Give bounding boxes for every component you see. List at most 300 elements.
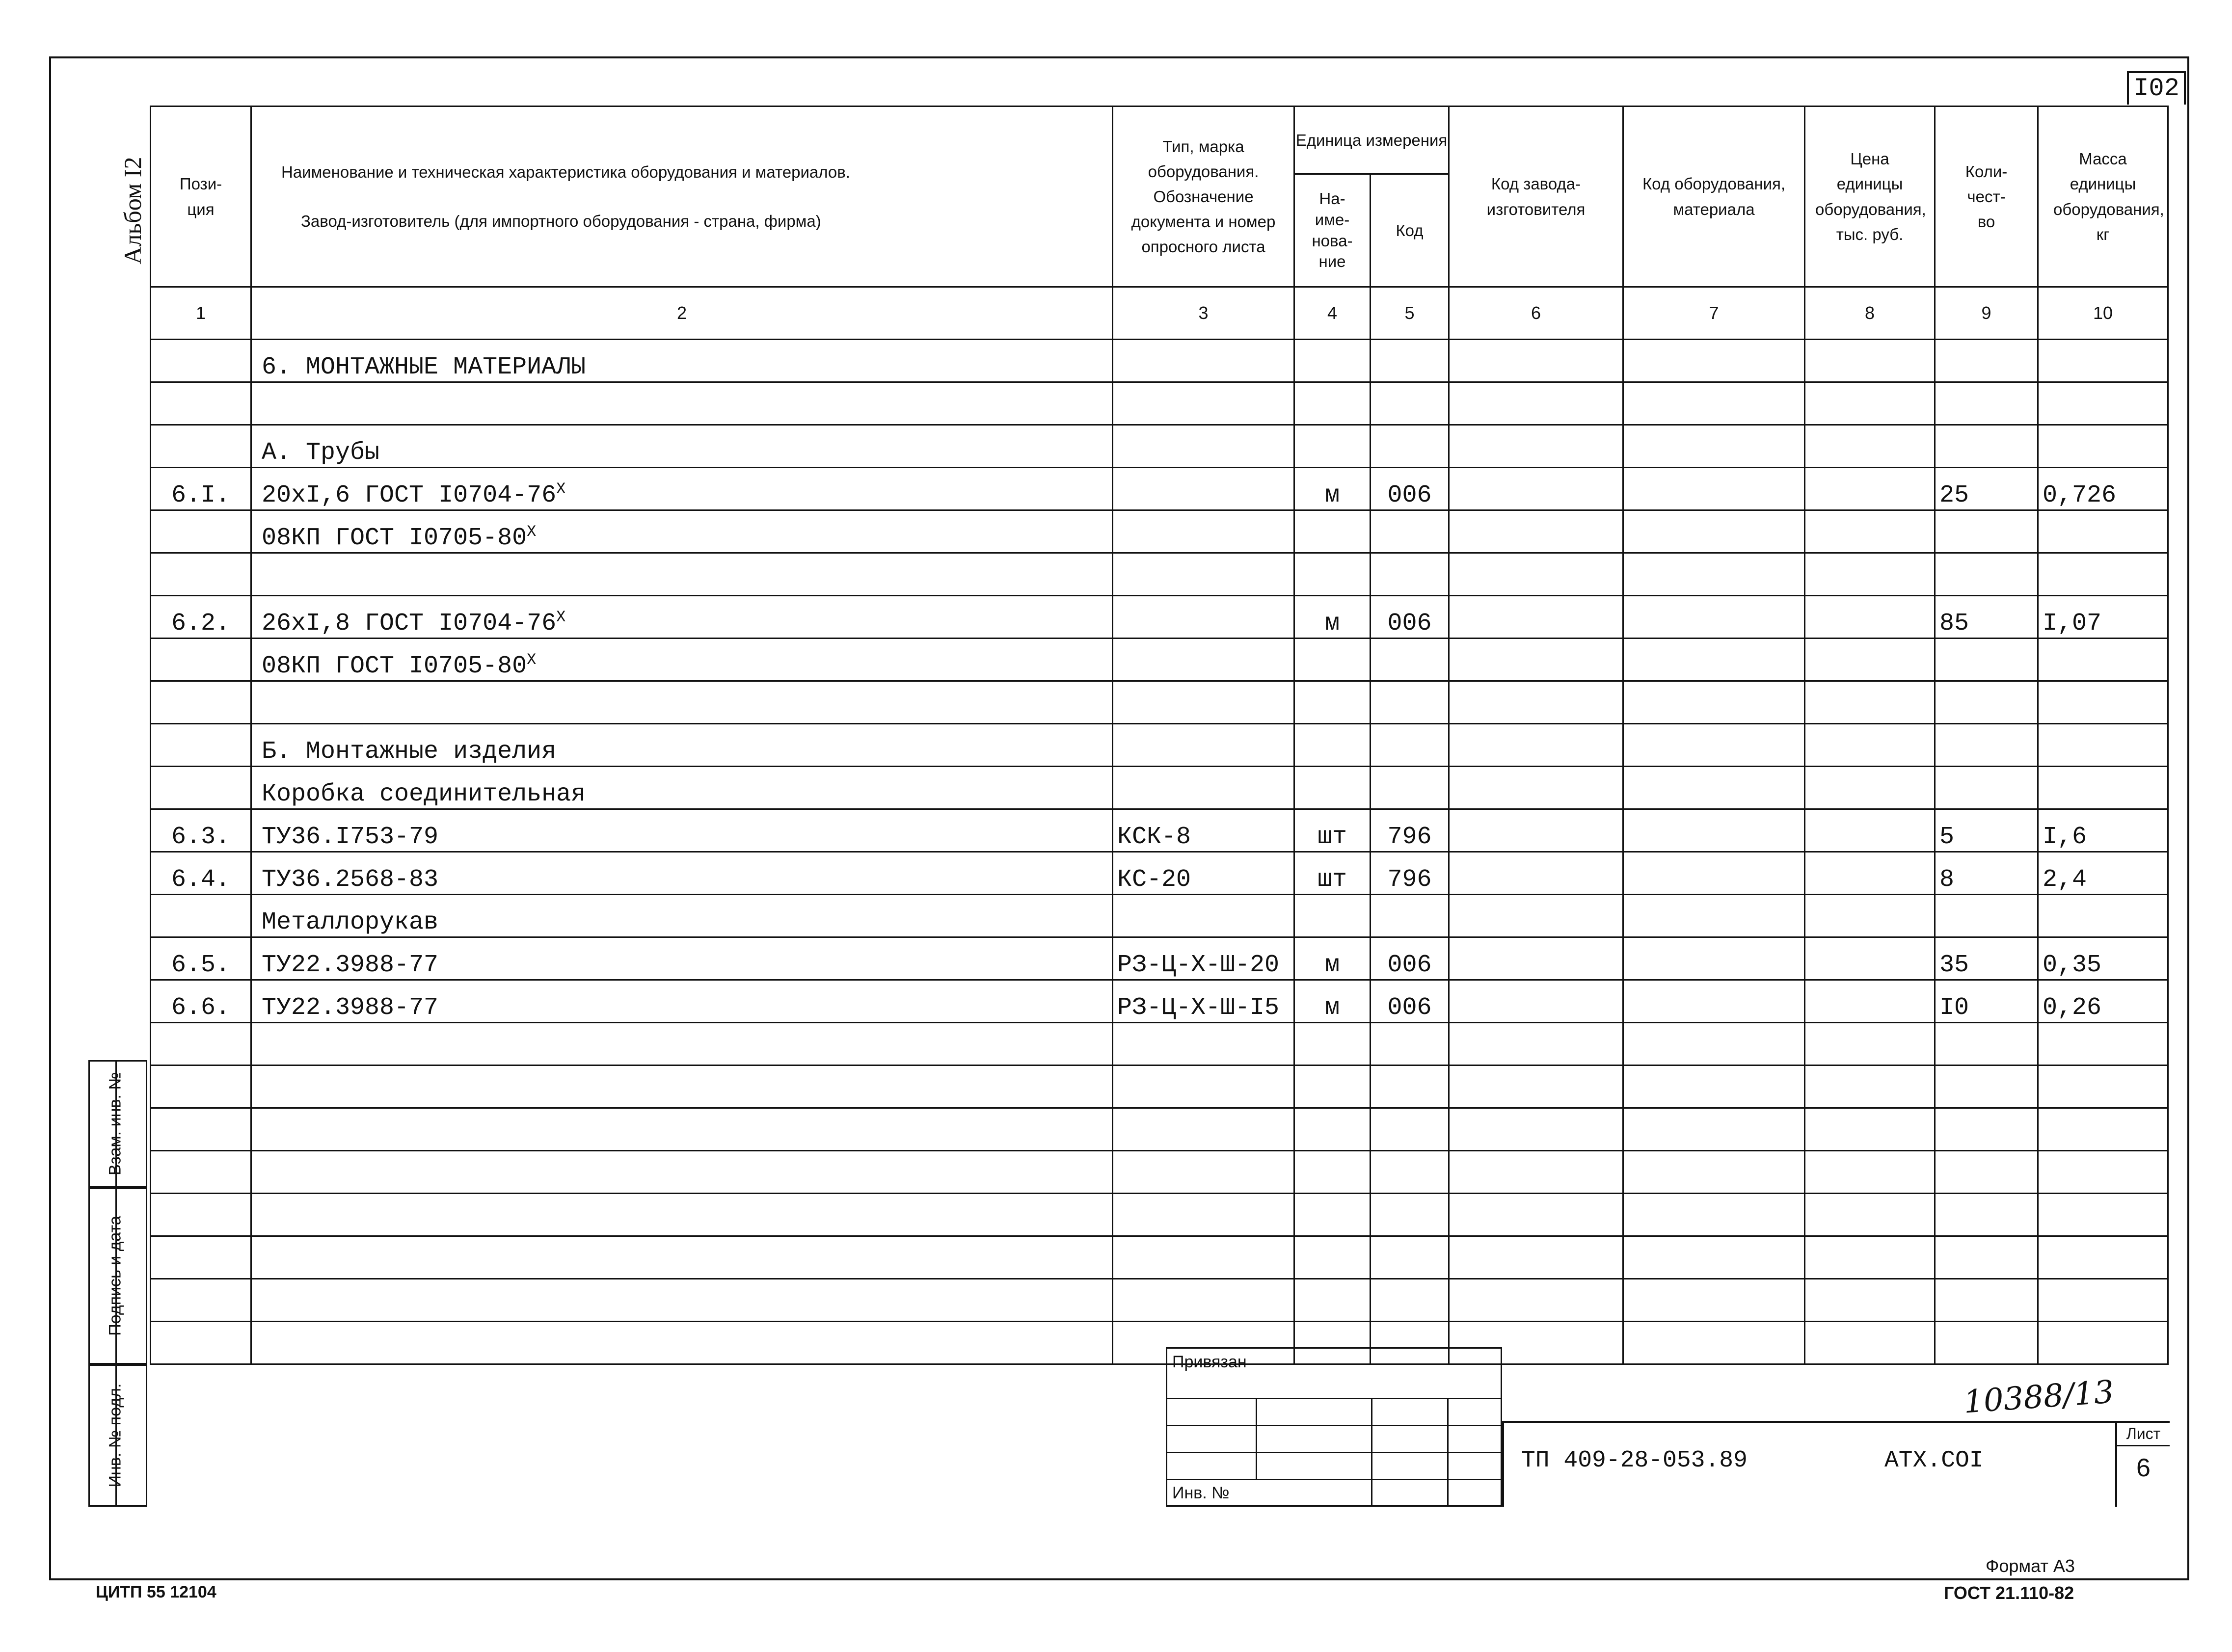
row-name (251, 767, 1113, 809)
row-name-text: 08КП ГОСТ I0705-80 (262, 524, 527, 552)
row-price (1805, 767, 1935, 809)
row-position: 6.6. (151, 980, 251, 1023)
row-name-text: Металлорукав (262, 908, 439, 936)
row-name (251, 895, 1113, 937)
row-position (151, 1066, 251, 1108)
row-unit-name (1294, 895, 1371, 937)
row-name (251, 1151, 1113, 1194)
row-factory-code (1449, 767, 1623, 809)
row-unit-code (1371, 1236, 1449, 1279)
row-equipment-code (1623, 767, 1805, 809)
row-unit-code (1371, 767, 1449, 809)
row-factory-code (1449, 639, 1623, 681)
row-name (251, 1066, 1113, 1108)
row-unit-code (1371, 1066, 1449, 1108)
row-name (251, 1279, 1113, 1322)
row-name-text: 20xI,6 ГОСТ I0704-76 (262, 481, 557, 509)
row-quantity (1935, 553, 2038, 596)
table-row (151, 382, 2168, 425)
row-price (1805, 1108, 1935, 1151)
row-unit-code: 796 (1371, 809, 1449, 852)
table-row (151, 1066, 2168, 1108)
row-position: 6.5. (151, 937, 251, 980)
row-factory-code (1449, 510, 1623, 553)
row-mass (2038, 1322, 2168, 1364)
row-factory-code (1449, 980, 1623, 1023)
row-mass (2038, 1279, 2168, 1322)
col-number: 10 (2038, 287, 2168, 340)
table-row (151, 1194, 2168, 1236)
row-quantity (1935, 724, 2038, 767)
row-name (251, 1194, 1113, 1236)
row-quantity (1935, 510, 2038, 553)
attachment-stamp (1166, 1347, 1502, 1507)
table-row (151, 553, 2168, 596)
row-quantity (1935, 1023, 2038, 1066)
table-row (151, 1236, 2168, 1279)
row-price (1805, 1236, 1935, 1279)
row-equipment-code (1623, 510, 1805, 553)
row-quantity: 25 (1935, 468, 2038, 510)
row-mass (2038, 1151, 2168, 1194)
table-body (151, 340, 2168, 1364)
row-position (151, 1194, 251, 1236)
table-row (151, 1023, 2168, 1066)
row-quantity (1935, 895, 2038, 937)
table-row (151, 596, 2168, 639)
col-number: 7 (1623, 287, 1805, 340)
row-unit-code (1371, 895, 1449, 937)
row-position (151, 767, 251, 809)
row-equipment-code (1623, 1194, 1805, 1236)
row-type-mark (1113, 340, 1294, 382)
row-price (1805, 937, 1935, 980)
row-mass: 0,726 (2038, 468, 2168, 510)
row-unit-name (1294, 724, 1371, 767)
row-position: 6.2. (151, 596, 251, 639)
row-name-text: ТУ22.3988-77 (262, 951, 439, 979)
title-block (1502, 1421, 2170, 1507)
col-number: 2 (251, 287, 1113, 340)
row-price (1805, 553, 1935, 596)
row-mass (2038, 382, 2168, 425)
table-row (151, 639, 2168, 681)
row-price (1805, 596, 1935, 639)
row-mass: 0,26 (2038, 980, 2168, 1023)
row-price (1805, 1023, 1935, 1066)
row-unit-code: 006 (1371, 596, 1449, 639)
row-factory-code (1449, 1194, 1623, 1236)
row-factory-code (1449, 937, 1623, 980)
col-number: 9 (1935, 287, 2038, 340)
row-unit-code (1371, 425, 1449, 468)
col-number: 1 (151, 287, 251, 340)
row-equipment-code (1623, 596, 1805, 639)
row-type-mark (1113, 1151, 1294, 1194)
side-label-inv-replace: Взам. инв. № (106, 1072, 125, 1175)
row-unit-name (1294, 1236, 1371, 1279)
row-unit-name (1294, 382, 1371, 425)
row-name (251, 937, 1113, 980)
row-position (151, 510, 251, 553)
header-name-line2: Завод-изготовитель (для импортного оборудования - страна, фирма) (301, 212, 821, 230)
row-mass (2038, 1023, 2168, 1066)
row-factory-code (1449, 681, 1623, 724)
row-mass: 0,35 (2038, 937, 2168, 980)
side-label-sign-date: Подпись и дата (106, 1216, 125, 1336)
row-factory-code (1449, 425, 1623, 468)
row-type-mark (1113, 724, 1294, 767)
row-price (1805, 852, 1935, 895)
row-name-text: ТУ22.3988-77 (262, 994, 439, 1022)
header-unit: Единица измерения (1294, 107, 1449, 174)
row-unit-name (1294, 639, 1371, 681)
row-equipment-code (1623, 1066, 1805, 1108)
table-row (151, 1279, 2168, 1322)
row-mass: I,6 (2038, 809, 2168, 852)
row-factory-code (1449, 809, 1623, 852)
row-type-mark (1113, 639, 1294, 681)
col-number: 4 (1294, 287, 1371, 340)
row-name (251, 382, 1113, 425)
row-name-superscript: X (527, 523, 537, 541)
row-name (251, 639, 1113, 681)
table-row (151, 767, 2168, 809)
row-price (1805, 1151, 1935, 1194)
row-price (1805, 425, 1935, 468)
row-type-mark (1113, 425, 1294, 468)
row-factory-code (1449, 1066, 1623, 1108)
row-equipment-code (1623, 1023, 1805, 1066)
header-unit-code: Код (1371, 174, 1449, 287)
row-position (151, 425, 251, 468)
row-factory-code (1449, 724, 1623, 767)
row-unit-name (1294, 553, 1371, 596)
col-number: 3 (1113, 287, 1294, 340)
row-equipment-code (1623, 340, 1805, 382)
row-unit-name (1294, 1279, 1371, 1322)
row-name (251, 1023, 1113, 1066)
row-name-text: 08КП ГОСТ I0705-80 (262, 652, 527, 680)
row-unit-code (1371, 553, 1449, 596)
row-unit-name (1294, 681, 1371, 724)
row-quantity (1935, 1151, 2038, 1194)
row-price (1805, 1279, 1935, 1322)
row-factory-code (1449, 1151, 1623, 1194)
row-price (1805, 1322, 1935, 1364)
row-name-text: 26xI,8 ГОСТ I0704-76 (262, 610, 557, 638)
row-quantity (1935, 1236, 2038, 1279)
row-quantity (1935, 340, 2038, 382)
row-unit-code (1371, 1151, 1449, 1194)
row-unit-code (1371, 1108, 1449, 1151)
header-price: Цена единицы оборудования, тыс. руб. (1805, 107, 1935, 287)
row-quantity: 5 (1935, 809, 2038, 852)
row-mass (2038, 1066, 2168, 1108)
row-type-mark (1113, 468, 1294, 510)
row-name (251, 809, 1113, 852)
row-equipment-code (1623, 937, 1805, 980)
row-price (1805, 895, 1935, 937)
row-price (1805, 681, 1935, 724)
row-price (1805, 382, 1935, 425)
row-equipment-code (1623, 1279, 1805, 1322)
row-position (151, 382, 251, 425)
row-quantity: I0 (1935, 980, 2038, 1023)
row-mass (2038, 724, 2168, 767)
row-name (251, 681, 1113, 724)
row-equipment-code (1623, 382, 1805, 425)
table-row (151, 937, 2168, 980)
row-equipment-code (1623, 468, 1805, 510)
row-quantity (1935, 1194, 2038, 1236)
row-unit-code (1371, 1023, 1449, 1066)
header-mass: Масса единицы оборудования, кг (2038, 107, 2168, 287)
row-quantity (1935, 639, 2038, 681)
row-position (151, 1108, 251, 1151)
table-row (151, 852, 2168, 895)
doc-code: ТП 409-28-053.89 (1521, 1447, 1748, 1474)
header-name (251, 107, 1113, 287)
row-type-mark: КС-20 (1113, 852, 1294, 895)
table-row (151, 980, 2168, 1023)
row-quantity (1935, 1322, 2038, 1364)
row-quantity: 85 (1935, 596, 2038, 639)
row-type-mark (1113, 1279, 1294, 1322)
row-position (151, 724, 251, 767)
row-unit-name: м (1294, 596, 1371, 639)
table-row (151, 895, 2168, 937)
row-factory-code (1449, 553, 1623, 596)
row-position (151, 340, 251, 382)
row-price (1805, 809, 1935, 852)
row-name (251, 724, 1113, 767)
row-type-mark (1113, 1066, 1294, 1108)
row-type-mark: РЗ-Ц-Х-Ш-I5 (1113, 980, 1294, 1023)
row-type-mark (1113, 681, 1294, 724)
table-row (151, 1151, 2168, 1194)
row-name-superscript: X (556, 480, 566, 498)
row-price (1805, 1194, 1935, 1236)
album-label: Альбом I2 (119, 157, 146, 265)
row-unit-name: м (1294, 980, 1371, 1023)
row-name-superscript: X (556, 608, 566, 626)
sheet-box (2115, 1423, 2170, 1507)
row-mass (2038, 1108, 2168, 1151)
table-row (151, 468, 2168, 510)
row-mass (2038, 510, 2168, 553)
row-factory-code (1449, 1023, 1623, 1066)
row-unit-name (1294, 1023, 1371, 1066)
row-price (1805, 980, 1935, 1023)
row-name (251, 852, 1113, 895)
sheet-label: Лист (2126, 1425, 2161, 1442)
row-unit-name: м (1294, 468, 1371, 510)
row-position: 6.4. (151, 852, 251, 895)
row-mass (2038, 895, 2168, 937)
row-price (1805, 468, 1935, 510)
row-mass (2038, 1194, 2168, 1236)
row-unit-code (1371, 382, 1449, 425)
row-name (251, 596, 1113, 639)
row-equipment-code (1623, 809, 1805, 852)
row-unit-name: м (1294, 937, 1371, 980)
row-name-text: А. Трубы (262, 439, 380, 467)
row-name-text: Б. Монтажные изделия (262, 738, 557, 766)
row-equipment-code (1623, 639, 1805, 681)
row-unit-name (1294, 425, 1371, 468)
row-mass (2038, 681, 2168, 724)
row-name (251, 553, 1113, 596)
table-row (151, 425, 2168, 468)
row-price (1805, 639, 1935, 681)
row-unit-name: шт (1294, 809, 1371, 852)
header-name-line1: Наименование и техническая характеристика оборудования и материалов. (281, 163, 850, 182)
row-type-mark (1113, 382, 1294, 425)
footer-left: ЦИТП 55 12104 (96, 1583, 216, 1601)
row-equipment-code (1623, 980, 1805, 1023)
row-unit-name (1294, 510, 1371, 553)
row-factory-code (1449, 468, 1623, 510)
row-name (251, 510, 1113, 553)
row-unit-code (1371, 639, 1449, 681)
header-position: Пози- ция (151, 107, 251, 287)
table-row (151, 724, 2168, 767)
row-unit-code: 796 (1371, 852, 1449, 895)
row-equipment-code (1623, 681, 1805, 724)
row-name (251, 340, 1113, 382)
row-mass: 2,4 (2038, 852, 2168, 895)
header-type: Тип, марка оборудования. Обозначение документа и номер опросного листа (1113, 107, 1294, 287)
row-name (251, 468, 1113, 510)
header-quantity: Коли- чест- во (1935, 107, 2038, 287)
doc-mark: АТХ.COI (1884, 1447, 1984, 1474)
row-unit-code (1371, 510, 1449, 553)
footer-gost: ГОСТ 21.110-82 (1944, 1583, 2074, 1603)
row-factory-code (1449, 1236, 1623, 1279)
row-equipment-code (1623, 1108, 1805, 1151)
row-name-text: Коробка соединительная (262, 780, 586, 808)
row-position (151, 553, 251, 596)
row-name-text: 6. МОНТАЖНЫЕ МАТЕРИАЛЫ (262, 353, 586, 381)
row-quantity (1935, 1108, 2038, 1151)
row-price (1805, 510, 1935, 553)
row-type-mark (1113, 1194, 1294, 1236)
row-name (251, 1322, 1113, 1364)
row-equipment-code (1623, 1236, 1805, 1279)
row-unit-code: 006 (1371, 980, 1449, 1023)
row-factory-code (1449, 596, 1623, 639)
stamp-attached-label: Привязан (1172, 1353, 1247, 1371)
row-unit-name: шт (1294, 852, 1371, 895)
row-quantity (1935, 681, 2038, 724)
row-type-mark (1113, 553, 1294, 596)
table-row (151, 340, 2168, 382)
row-factory-code (1449, 340, 1623, 382)
row-unit-code: 006 (1371, 468, 1449, 510)
row-unit-name (1294, 340, 1371, 382)
header-equipment-code: Код оборудования, материала (1623, 107, 1805, 287)
row-type-mark (1113, 596, 1294, 639)
row-unit-name (1294, 767, 1371, 809)
row-factory-code (1449, 1279, 1623, 1322)
row-factory-code (1449, 895, 1623, 937)
row-equipment-code (1623, 425, 1805, 468)
stamp-inv-label: Инв. № (1172, 1484, 1230, 1502)
row-mass (2038, 1236, 2168, 1279)
row-type-mark (1113, 1023, 1294, 1066)
row-unit-name (1294, 1108, 1371, 1151)
row-name (251, 1236, 1113, 1279)
row-position (151, 1236, 251, 1279)
row-mass (2038, 425, 2168, 468)
row-equipment-code (1623, 1322, 1805, 1364)
row-quantity: 8 (1935, 852, 2038, 895)
row-quantity (1935, 425, 2038, 468)
row-price (1805, 724, 1935, 767)
row-mass (2038, 340, 2168, 382)
row-name (251, 1108, 1113, 1151)
row-unit-name (1294, 1066, 1371, 1108)
row-name-text: ТУ36.2568-83 (262, 866, 439, 894)
row-unit-code: 006 (1371, 937, 1449, 980)
row-name-text: ТУ36.I753-79 (262, 823, 439, 851)
row-unit-name (1294, 1151, 1371, 1194)
row-type-mark (1113, 1236, 1294, 1279)
row-unit-code (1371, 340, 1449, 382)
row-quantity (1935, 1279, 2038, 1322)
row-type-mark: РЗ-Ц-Х-Ш-20 (1113, 937, 1294, 980)
row-name-superscript: X (527, 651, 537, 669)
table-row (151, 681, 2168, 724)
row-mass (2038, 767, 2168, 809)
sheet-number-top: I02 (2127, 71, 2186, 105)
col-number: 8 (1805, 287, 1935, 340)
row-name (251, 980, 1113, 1023)
row-position: 6.I. (151, 468, 251, 510)
row-position (151, 1023, 251, 1066)
row-unit-code (1371, 681, 1449, 724)
row-equipment-code (1623, 553, 1805, 596)
col-number: 5 (1371, 287, 1449, 340)
row-position (151, 1279, 251, 1322)
row-name (251, 425, 1113, 468)
row-mass (2038, 553, 2168, 596)
row-unit-code (1371, 1279, 1449, 1322)
row-mass (2038, 639, 2168, 681)
row-type-mark: КСК-8 (1113, 809, 1294, 852)
row-position (151, 1322, 251, 1364)
row-position (151, 895, 251, 937)
header-unit-name: На- име- нова- ние (1294, 174, 1371, 287)
row-unit-code (1371, 724, 1449, 767)
row-price (1805, 1066, 1935, 1108)
row-price (1805, 340, 1935, 382)
table-row (151, 1108, 2168, 1151)
row-quantity (1935, 382, 2038, 425)
col-number: 6 (1449, 287, 1623, 340)
row-position (151, 1151, 251, 1194)
row-factory-code (1449, 382, 1623, 425)
row-mass: I,07 (2038, 596, 2168, 639)
row-type-mark (1113, 510, 1294, 553)
side-label-inv-orig: Инв. № подл. (106, 1383, 125, 1488)
row-position (151, 639, 251, 681)
table-row (151, 510, 2168, 553)
sheet-value: 6 (2136, 1454, 2151, 1482)
row-quantity (1935, 767, 2038, 809)
row-equipment-code (1623, 852, 1805, 895)
